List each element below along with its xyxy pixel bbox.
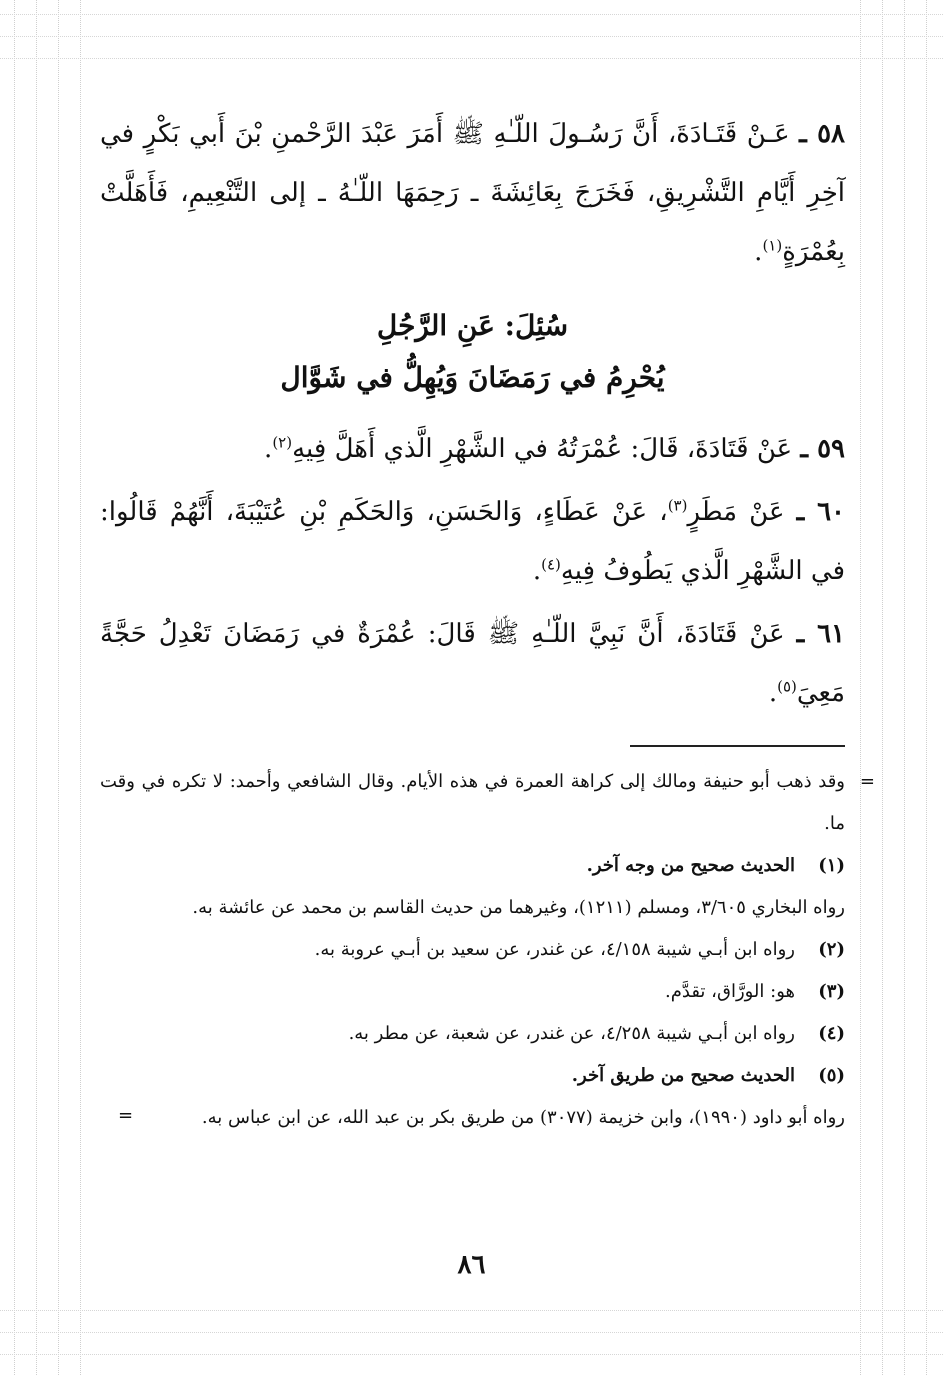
paragraph-text-cont: ، عَنْ عَطَاءٍ، وَالحَسَنِ، وَالحَكَمِ بْنِ عُتَيْبَةَ، أَنَّهُمْ قَالُوا: في الشَّهْرِ الَّذي يَطُوفُ فِيهِ <box>100 497 845 586</box>
footnotes <box>100 761 875 1139</box>
continuation-end-mark: = <box>118 1105 134 1126</box>
footnote-body: رواه أبو داود (١٩٩٠)، وابن خزيمة (٣٠٧٧) من طريق بكر بن عبد الله، عن ابن عباس به. <box>201 1107 845 1128</box>
footnote-body: هو: الورَّاق، تقدَّم. <box>665 981 795 1002</box>
paragraph-number: ٥٩ ـ <box>800 434 845 464</box>
heading-line-1: سُئِلَ: عَنِ الرَّجُلِ <box>376 309 569 342</box>
page-body <box>100 105 875 1139</box>
paragraph-text: عَنْ مَطَرٍ <box>687 497 785 527</box>
paragraph-59 <box>100 420 845 479</box>
footnote-head: الحديث صحيح من وجه آخر. <box>586 855 795 876</box>
footnote-number: (١) <box>818 855 845 876</box>
paragraph-number: ٦٠ ـ <box>796 497 845 527</box>
footnote-ref: (١) <box>762 236 783 255</box>
paragraph-end: . <box>768 678 778 708</box>
footnote-number: (٣) <box>818 981 845 1002</box>
footnote-ref: (٥) <box>777 677 797 696</box>
paragraph-text: عَـنْ قَتَـادَةَ، أَنَّ رَسُـولَ اللّـٰهِ ﷺ أَمَرَ عَبْدَ الرَّحْمنِ بْنَ أَبي بَكْرٍ في آخِرِ أَيَّامِ التَّشْرِيقِ، فَخَرَجَ بِعَائِشَةَ ـ رَحِمَهَا اللّـٰهُ ـ إلى التَّنْعِيمِ، فَأَهَلَّتْ بِعُمْرَةٍ <box>100 119 845 267</box>
paragraph-58 <box>100 105 845 282</box>
footnote-body: رواه البخاري ٣/٦٠٥، ومسلم (١٢١١)، وغيرهما من حديث القاسم بن محمد عن عائشة به. <box>192 897 845 918</box>
paragraph-end: . <box>264 434 273 464</box>
paragraph-60 <box>100 483 845 601</box>
footnote-body: رواه ابن أبـي شيبة ٤/٢٥٨، عن غندر، عن شعبة، عن مطر به. <box>348 1023 795 1044</box>
paragraph-text: عَنْ قَتَادَةَ، أَنَّ نَبِيَّ اللّـٰهِ ﷺ قَالَ: عُمْرَةٌ في رَمَضَانَ تَعْدِلُ حَجَّةً مَعِيَ <box>100 619 845 708</box>
footnote-4 <box>100 1013 845 1055</box>
section-heading <box>100 300 845 404</box>
paragraph-end: . <box>754 237 763 267</box>
footnote-number: (٢) <box>818 939 845 960</box>
footnote-ref: (٤) <box>541 555 561 574</box>
page-number: ٨٦ <box>457 1250 486 1280</box>
footnote-continuation: وقد ذهب أبو حنيفة ومالك إلى كراهة العمرة في هذه الأيام. وقال الشافعي وأحمد: لا تكره في وقت ما. <box>100 771 845 834</box>
footnote-number: (٥) <box>818 1065 845 1086</box>
footnote-3 <box>100 971 845 1013</box>
paragraph-end: . <box>532 556 542 586</box>
footnote-head: الحديث صحيح من طريق آخر. <box>571 1065 795 1086</box>
footnote-1 <box>100 845 845 929</box>
footnote-number: (٤) <box>818 1023 845 1044</box>
footnote-separator <box>630 745 845 747</box>
footnote-ref: (٣) <box>667 496 688 515</box>
footnote-ref: (٢) <box>272 433 293 452</box>
paragraph-61 <box>100 605 845 723</box>
footnote-body: رواه ابن أبـي شيبة ٤/١٥٨، عن غندر، عن سعيد بن أبـي عروبة به. <box>314 939 795 960</box>
continuation-mark: = <box>859 771 875 792</box>
paragraph-number: ٦١ ـ <box>796 619 845 649</box>
paragraph-text: عَنْ قَتَادَةَ، قَالَ: عُمْرَتُهُ في الشَّهْرِ الَّذي أَهَلَّ فِيهِ <box>292 434 793 464</box>
heading-line-2: يُحْرِمُ في رَمَضَانَ وَيُهِلُّ في شَوَّال <box>280 361 665 394</box>
footnote-2 <box>100 929 845 971</box>
footnote-5 <box>100 1055 845 1139</box>
paragraph-number: ٥٨ ـ <box>799 119 845 149</box>
